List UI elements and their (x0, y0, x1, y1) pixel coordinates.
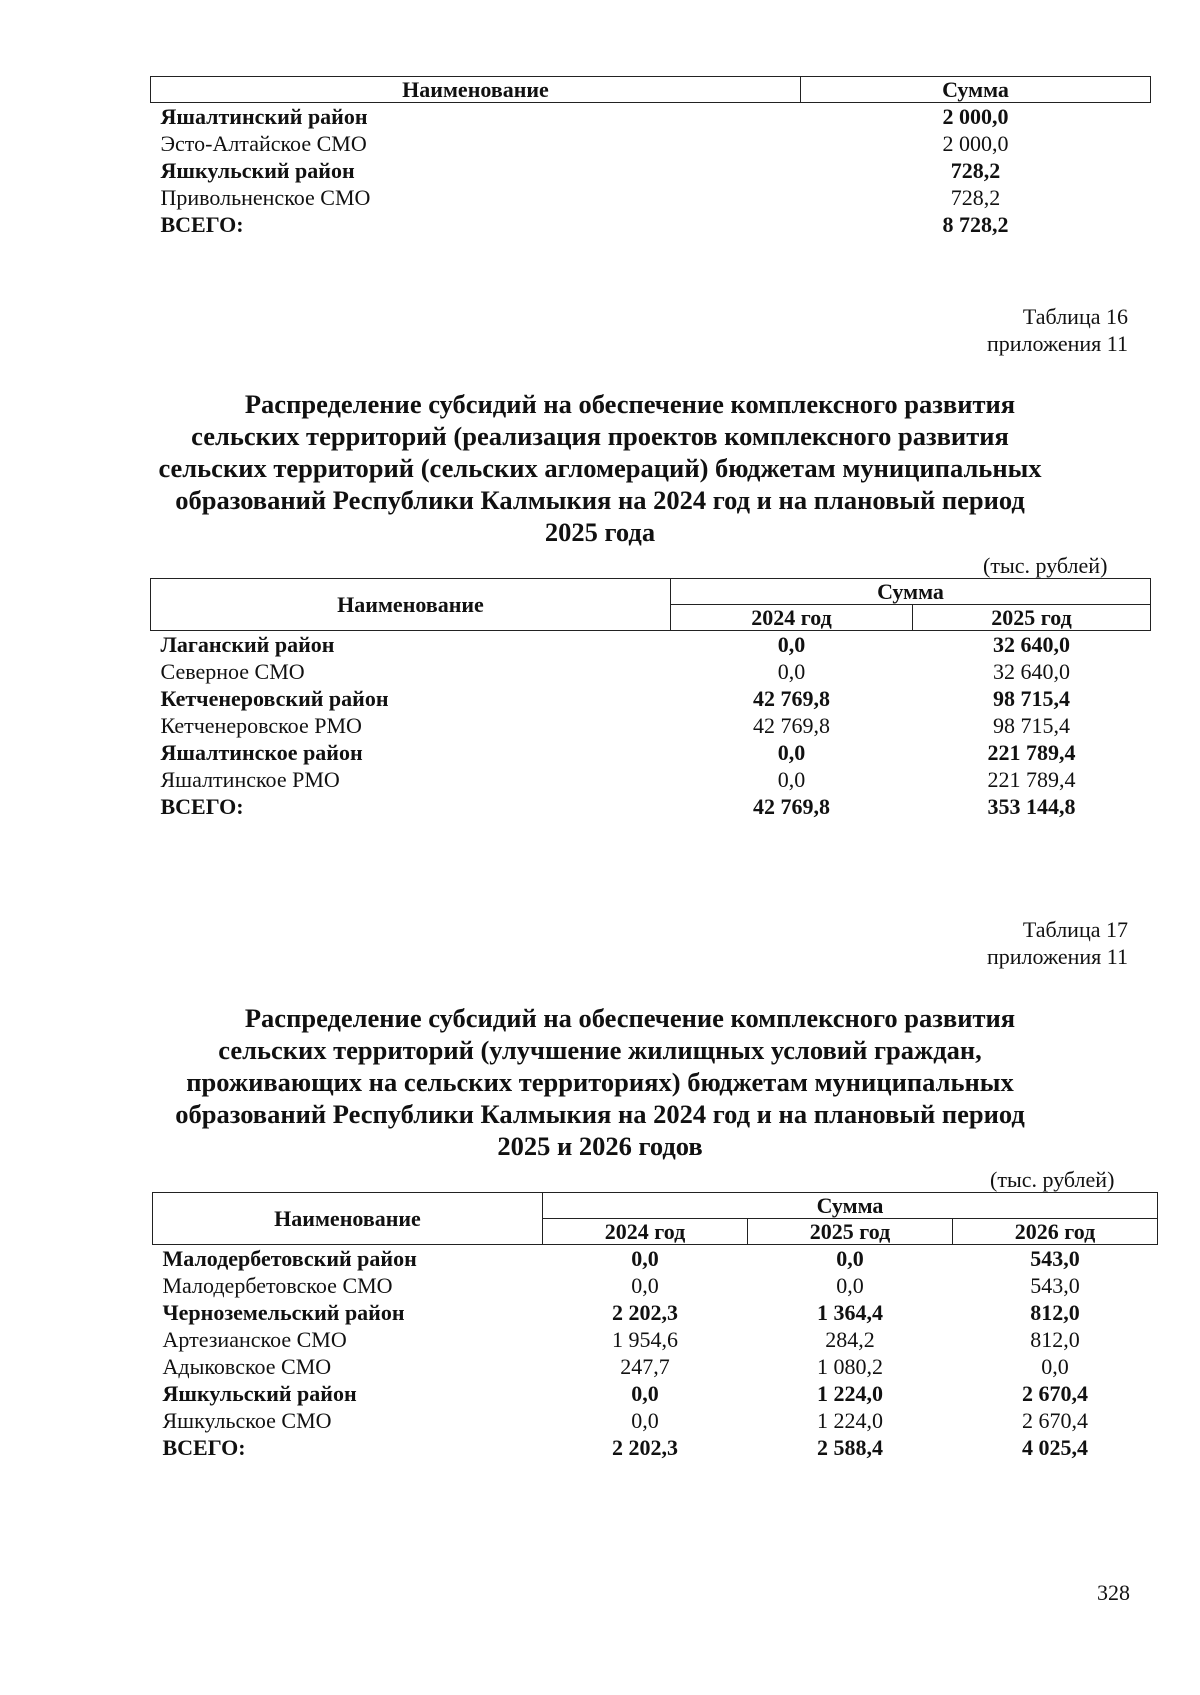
title-line: Распределение субсидий на обеспечение комплексного развития (244, 1003, 1016, 1033)
row-value-2026: 2 670,4 (1022, 1381, 1088, 1406)
header-sum: Сумма (671, 579, 1151, 605)
row-value-2026: 4 025,4 (1022, 1435, 1088, 1460)
table-row (153, 1434, 1158, 1461)
row-value-2024: 0,0 (631, 1246, 659, 1271)
row-value: 2 000,0 (942, 104, 1009, 129)
row-value-2024: 0,0 (631, 1273, 659, 1298)
row-value-2025: 32 640,0 (993, 632, 1070, 657)
row-name: Артезианское СМО (162, 1327, 347, 1352)
row-value: 2 000,0 (942, 131, 1009, 156)
table-row (153, 1245, 1158, 1273)
row-name: ВСЕГО: (160, 794, 244, 819)
title-line: сельских территорий (улучшение жилищных условий граждан, (218, 1035, 982, 1065)
row-value: 8 728,2 (942, 212, 1009, 237)
table17-ref-line2: приложения 11 (986, 944, 1128, 969)
table-row (153, 1407, 1158, 1434)
title-line: сельских территорий (сельских агломераций) бюджетам муниципальных (158, 453, 1042, 483)
table-row (151, 184, 1151, 211)
row-value-2026: 0,0 (1041, 1354, 1069, 1379)
header-2025: 2025 год (748, 1219, 953, 1245)
table-row (151, 685, 1151, 712)
table17-ref-line1: Таблица 17 (1022, 917, 1128, 942)
row-value-2024: 42 769,8 (753, 686, 830, 711)
row-name: Яшкульское СМО (162, 1408, 332, 1433)
row-value: 728,2 (950, 185, 1001, 210)
row-value-2025: 98 715,4 (993, 686, 1070, 711)
title-line: 2025 и 2026 годов (497, 1131, 703, 1161)
table16-unit: (тыс. рублей) (983, 553, 1108, 578)
row-value-2025: 1 224,0 (817, 1381, 883, 1406)
row-value-2025: 0,0 (836, 1273, 864, 1298)
row-value-2024: 42 769,8 (753, 713, 830, 738)
title-line: образований Республики Калмыкия на 2024 год и на плановый период (175, 485, 1025, 515)
table-row (151, 631, 1151, 659)
header-name: Наименование (151, 77, 801, 103)
row-value-2024: 1 954,6 (612, 1327, 678, 1352)
table-row (151, 793, 1151, 820)
table17-reference (987, 916, 1128, 970)
row-value-2025: 1 080,2 (817, 1354, 883, 1379)
row-value-2026: 543,0 (1030, 1273, 1080, 1298)
table16-ref-line1: Таблица 16 (1022, 304, 1128, 329)
row-value-2025: 221 789,4 (987, 740, 1076, 765)
row-name: Кетченеровское РМО (160, 713, 362, 738)
row-value-2024: 2 202,3 (612, 1300, 678, 1325)
row-value-2026: 812,0 (1030, 1327, 1080, 1352)
row-name: Лаганский район (160, 632, 335, 657)
table-row (151, 712, 1151, 739)
table16 (150, 578, 1151, 820)
table16-reference (987, 303, 1128, 357)
row-name: ВСЕГО: (160, 212, 244, 237)
row-value-2026: 2 670,4 (1022, 1408, 1088, 1433)
header-2025: 2025 год (913, 605, 1151, 631)
table-row (153, 1353, 1158, 1380)
table16-title (140, 388, 1060, 548)
header-sum: Сумма (543, 1193, 1158, 1219)
row-value-2025: 353 144,8 (987, 794, 1076, 819)
table-row (151, 658, 1151, 685)
row-value-2026: 812,0 (1030, 1300, 1080, 1325)
row-value-2025: 1 364,4 (817, 1300, 883, 1325)
row-value-2024: 0,0 (631, 1408, 659, 1433)
header-sum: Сумма (801, 77, 1151, 103)
table16-ref-line2: приложения 11 (986, 331, 1128, 356)
row-value-2025: 32 640,0 (993, 659, 1070, 684)
title-line: образований Республики Калмыкия на 2024 год и на плановый период (175, 1099, 1025, 1129)
table-row (153, 1380, 1158, 1407)
row-value-2026: 543,0 (1030, 1246, 1080, 1271)
header-2026: 2026 год (953, 1219, 1158, 1245)
table17-unit: (тыс. рублей) (990, 1167, 1115, 1192)
row-name: Кетченеровский район (160, 686, 389, 711)
row-value: 728,2 (950, 158, 1001, 183)
row-name: Эсто-Алтайское СМО (160, 131, 367, 156)
row-value-2025: 1 224,0 (817, 1408, 883, 1433)
row-name: Малодербетовское СМО (162, 1273, 393, 1298)
row-value-2025: 2 588,4 (817, 1435, 883, 1460)
row-name: Яшкульский район (162, 1381, 357, 1406)
title-line: сельских территорий (реализация проектов комплексного развития (191, 421, 1009, 451)
row-value-2025: 284,2 (825, 1327, 875, 1352)
table-row (153, 1272, 1158, 1299)
table-row (151, 130, 1151, 157)
row-name: Яшалтинский район (160, 104, 368, 129)
table-row (151, 103, 1151, 131)
row-value-2024: 2 202,3 (612, 1435, 678, 1460)
row-name: Северное СМО (160, 659, 305, 684)
header-2024: 2024 год (671, 605, 913, 631)
table17 (152, 1192, 1158, 1461)
row-name: Привольненское СМО (160, 185, 371, 210)
row-value-2025: 98 715,4 (993, 713, 1070, 738)
row-name: ВСЕГО: (162, 1435, 246, 1460)
row-value-2024: 0,0 (777, 632, 806, 657)
page-number: 328 (1097, 1580, 1130, 1605)
row-value-2024: 0,0 (777, 740, 806, 765)
row-name: Яшалтинское район (160, 740, 363, 765)
row-value-2024: 0,0 (631, 1381, 659, 1406)
row-value-2025: 221 789,4 (987, 767, 1076, 792)
table-row (151, 157, 1151, 184)
table-row (151, 211, 1151, 238)
table-row (151, 766, 1151, 793)
row-name: Малодербетовский район (162, 1246, 417, 1271)
header-name: Наименование (151, 579, 671, 631)
table-row (153, 1326, 1158, 1353)
table17-title (140, 1002, 1060, 1162)
table15-continuation (150, 76, 1151, 238)
header-name: Наименование (153, 1193, 543, 1245)
row-name: Адыковское СМО (162, 1354, 332, 1379)
row-name: Черноземельский район (162, 1300, 405, 1325)
title-line: проживающих на сельских территориях) бюджетам муниципальных (186, 1067, 1014, 1097)
row-value-2024: 0,0 (777, 659, 806, 684)
row-value-2024: 42 769,8 (753, 794, 830, 819)
header-2024: 2024 год (543, 1219, 748, 1245)
row-name: Яшкульский район (160, 158, 355, 183)
row-value-2025: 0,0 (836, 1246, 864, 1271)
row-value-2024: 247,7 (620, 1354, 670, 1379)
title-line: Распределение субсидий на обеспечение комплексного развития (244, 389, 1016, 419)
row-name: Яшалтинское РМО (160, 767, 340, 792)
title-line: 2025 года (544, 517, 656, 547)
row-value-2024: 0,0 (777, 767, 806, 792)
table-row (151, 739, 1151, 766)
table-row (153, 1299, 1158, 1326)
